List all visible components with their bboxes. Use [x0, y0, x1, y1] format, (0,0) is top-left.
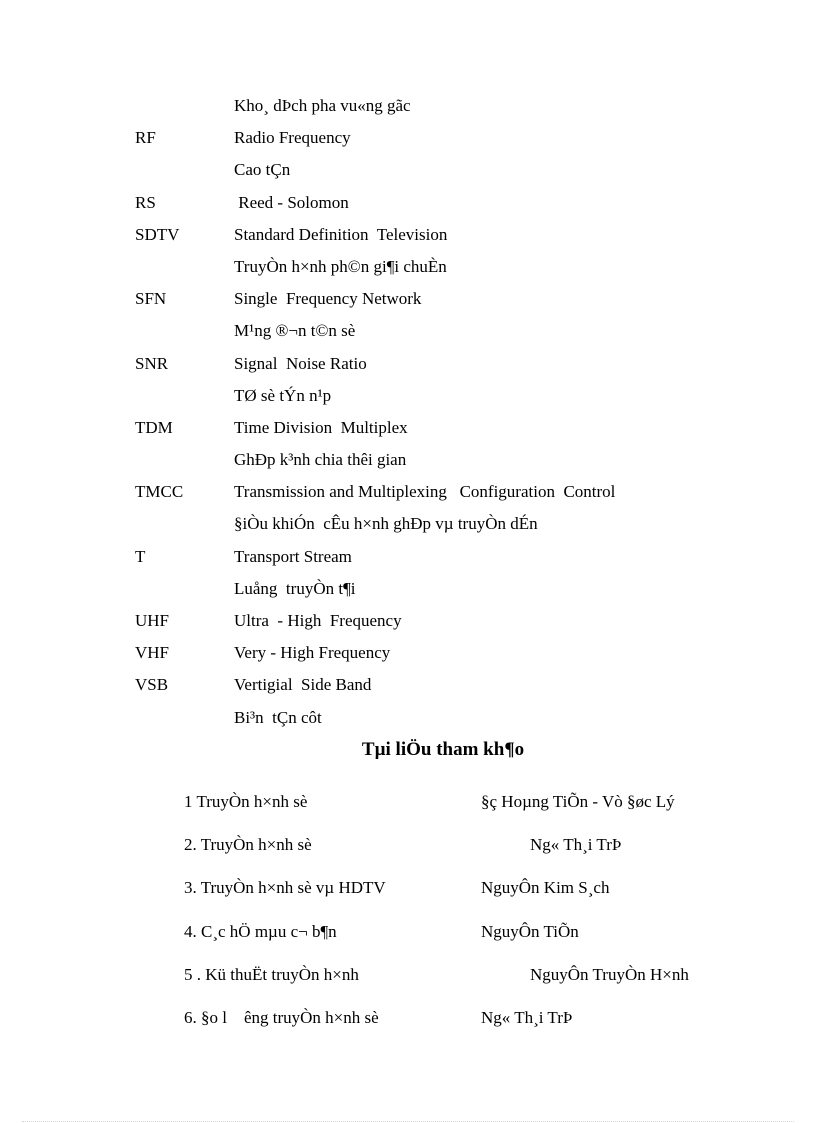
abbreviation-meaning: Luång truyÒn t¶i [234, 578, 356, 598]
abbreviation-row [0, 317, 816, 349]
reference-author: NguyÔn TiÕn [481, 921, 579, 941]
abbreviation-row [0, 704, 816, 736]
abbreviation-row [0, 124, 816, 156]
abbreviation-meaning: TruyÒn h×nh ph©n gi¶i chuÈn [234, 256, 447, 276]
abbreviation-meaning: Signal Noise Ratio [234, 353, 367, 373]
abbreviation-row [0, 285, 816, 317]
reference-title: 4. C¸c hÖ mµu c¬ b¶n [184, 921, 337, 941]
abbreviation-meaning: Transport Stream [234, 546, 352, 566]
abbreviation-list [0, 92, 816, 736]
abbreviation-row [0, 253, 816, 285]
abbreviation-meaning: Kho¸ dÞch pha vu«ng gãc [234, 96, 411, 115]
abbreviation-meaning: Single Frequency Network [234, 289, 422, 309]
abbreviation-row [0, 92, 816, 124]
references-heading: Tµi liÖu tham kh¶o [361, 739, 525, 760]
abbreviation-row [0, 350, 816, 382]
abbreviation-row [0, 414, 816, 446]
abbreviation-term: SNR [135, 353, 169, 373]
abbreviation-row [0, 543, 816, 575]
abbreviation-meaning: Vertigial Side Band [234, 675, 372, 695]
abbreviation-term: VSB [135, 675, 169, 695]
reference-row [0, 874, 816, 917]
abbreviation-row [0, 478, 816, 510]
reference-author: Ng« Th¸i TrÞ [481, 1007, 573, 1027]
abbreviation-meaning: Very - High Frequency [234, 643, 391, 663]
abbreviation-term: SFN [135, 289, 167, 309]
reference-title: 2. TruyÒn h×nh sè [184, 835, 312, 855]
reference-list [0, 788, 816, 1047]
reference-title: 5 . Kü thuËt truyÒn h×nh [184, 964, 359, 984]
abbreviation-term: RF [135, 128, 156, 148]
reference-row [0, 831, 816, 874]
abbreviation-row [0, 156, 816, 188]
reference-author: NguyÔn TruyÒn H×nh [530, 964, 689, 984]
abbreviation-row [0, 639, 816, 671]
abbreviation-row [0, 671, 816, 703]
abbreviation-row [0, 221, 816, 253]
abbreviation-meaning: Time Division Multiplex [234, 417, 408, 437]
page-bottom-divider [22, 1121, 794, 1122]
abbreviation-term: RS [135, 192, 156, 212]
abbreviation-row [0, 510, 816, 542]
abbreviation-term: TDM [135, 417, 173, 437]
abbreviation-meaning: Transmission and Multiplexing Configuration Control [234, 482, 616, 502]
abbreviation-row [0, 382, 816, 414]
abbreviation-meaning: Radio Frequency [234, 128, 351, 148]
abbreviation-row [0, 607, 816, 639]
abbreviation-meaning: M¹ng ®¬n t©n sè [234, 321, 356, 341]
abbreviation-meaning: §iÒu khiÓn cÊu h×nh ghÐp vµ truyÒn dÉn [234, 514, 538, 534]
abbreviation-term: VHF [135, 643, 170, 663]
reference-author: Ng« Th¸i TrÞ [530, 835, 622, 855]
reference-title: 6. §o l êng truyÒn h×nh sè [184, 1007, 379, 1027]
abbreviation-row [0, 446, 816, 478]
abbreviation-term: SDTV [135, 224, 180, 244]
abbreviation-meaning: Bi³n tÇn côt [234, 707, 322, 727]
reference-title: 1 TruyÒn h×nh sè [184, 792, 308, 811]
abbreviation-meaning: Cao tÇn [234, 160, 291, 180]
reference-title: 3. TruyÒn h×nh sè vµ HDTV [184, 878, 386, 898]
reference-row [0, 1004, 816, 1047]
abbreviation-meaning: TØ sè tÝn n¹p [234, 385, 332, 405]
reference-author: §ç Hoµng TiÕn - Vò §øc Lý [481, 792, 675, 811]
reference-row [0, 918, 816, 961]
reference-author: NguyÔn Kim S¸ch [481, 878, 610, 898]
abbreviation-term: UHF [135, 611, 170, 630]
reference-row [0, 961, 816, 1004]
reference-row [0, 788, 816, 831]
abbreviation-meaning: Reed - Solomon [234, 192, 349, 212]
abbreviation-row [0, 575, 816, 607]
abbreviation-term: T [135, 546, 146, 566]
abbreviation-meaning: GhÐp k³nh chia thêi gian [234, 450, 407, 470]
abbreviation-term: TMCC [135, 482, 184, 502]
abbreviation-row [0, 189, 816, 221]
abbreviation-meaning: Standard Definition Television [234, 224, 448, 244]
abbreviation-meaning: Ultra - High Frequency [234, 611, 402, 630]
